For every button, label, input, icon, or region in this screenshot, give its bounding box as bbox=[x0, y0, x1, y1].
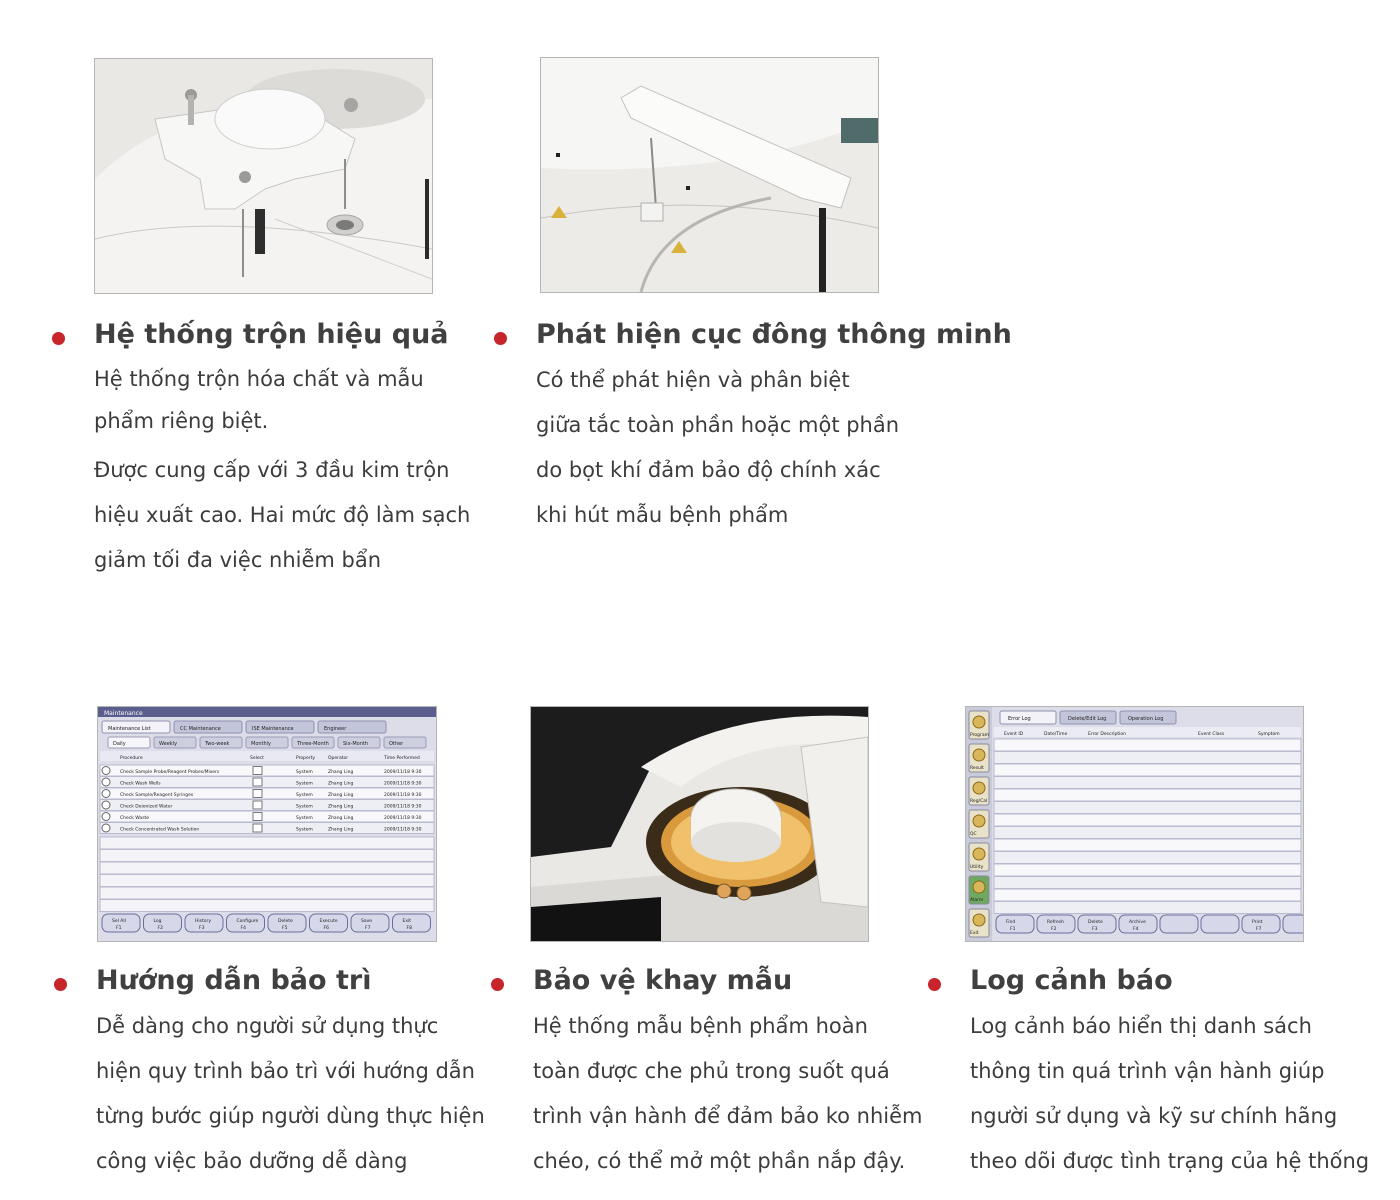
sidebar-label: Alarm bbox=[970, 898, 984, 903]
log-row bbox=[994, 777, 1301, 789]
maintenance-time: 2009/11/18 9:30 bbox=[384, 781, 422, 787]
feature-description bbox=[54, 1004, 485, 1184]
maintenance-procedure: Check Sample/Reagent Syringes bbox=[120, 793, 194, 798]
log-button-label: Archive bbox=[1129, 920, 1146, 925]
description-line: từng bước giúp người dùng thực hiện bbox=[96, 1104, 485, 1128]
maintenance-screen-illustration bbox=[98, 707, 436, 941]
log-column-header: Event Class bbox=[1198, 732, 1225, 737]
log-row bbox=[994, 789, 1301, 801]
maintenance-tab-label: CC Maintenance bbox=[180, 726, 221, 732]
sidebar-icon bbox=[973, 881, 985, 893]
description-line: công việc bảo dưỡng dễ dàng bbox=[96, 1149, 408, 1173]
info-icon bbox=[102, 778, 110, 786]
empty-row bbox=[100, 837, 434, 849]
maintenance-title: Maintenance bbox=[104, 710, 143, 717]
maintenance-time: 2009/11/18 9:30 bbox=[384, 793, 422, 798]
log-row bbox=[994, 902, 1301, 914]
maintenance-procedure: Check Deionized Water bbox=[120, 804, 173, 810]
description-line: Log cảnh báo hiển thị danh sách bbox=[970, 1014, 1312, 1038]
feature-title: Bảo vệ khay mẫu bbox=[533, 965, 793, 996]
alarm-log-illustration bbox=[966, 707, 1303, 941]
sidebar-icon bbox=[973, 848, 985, 860]
description-line: giữa tắc toàn phần hoặc một phần bbox=[536, 413, 900, 437]
description-line: thông tin quá trình vận hành giúp bbox=[970, 1059, 1325, 1083]
maintenance-subtab-label: Weekly bbox=[159, 741, 178, 747]
log-button-key: F4 bbox=[1133, 927, 1139, 932]
sidebar-icon bbox=[973, 782, 985, 794]
maintenance-operator: Zhang Ling bbox=[328, 827, 354, 833]
log-button-key: F3 bbox=[1092, 927, 1098, 932]
maintenance-button-label: Exit bbox=[402, 919, 412, 924]
select-checkbox bbox=[253, 778, 262, 786]
maintenance-subtab-label: Other bbox=[389, 741, 404, 747]
log-button-label: Print bbox=[1252, 920, 1263, 925]
maintenance-operator: Zhang Ling bbox=[328, 793, 354, 798]
maintenance-time: 2009/11/18 9:30 bbox=[384, 827, 422, 833]
description-line: người sử dụng và kỹ sư chính hãng bbox=[970, 1104, 1338, 1128]
bullet-icon bbox=[494, 332, 507, 345]
maintenance-operator: Zhang Ling bbox=[328, 770, 354, 775]
select-checkbox bbox=[253, 824, 262, 832]
empty-row bbox=[100, 875, 434, 887]
description-line: chéo, có thể mở một phần nắp đậy. bbox=[533, 1149, 906, 1173]
log-button-key: F1 bbox=[1010, 927, 1016, 932]
maintenance-operator: Zhang Ling bbox=[328, 781, 354, 787]
log-row bbox=[994, 864, 1301, 876]
maintenance-subtab-label: Daily bbox=[113, 741, 126, 747]
description-line: do bọt khí đảm bảo độ chính xác bbox=[536, 458, 881, 482]
maintenance-button-key: F6 bbox=[323, 926, 329, 931]
description-line: Có thể phát hiện và phân biệt bbox=[536, 368, 850, 392]
empty-row bbox=[100, 900, 434, 912]
feature-mixing bbox=[52, 318, 470, 583]
log-button-key: F7 bbox=[1256, 927, 1262, 932]
log-row bbox=[994, 889, 1301, 901]
description-line: hiệu xuất cao. Hai mức độ làm sạch bbox=[94, 503, 471, 527]
empty-row bbox=[100, 887, 434, 899]
log-button bbox=[1160, 915, 1198, 933]
log-row bbox=[994, 752, 1301, 764]
maintenance-property: System bbox=[296, 804, 313, 810]
maintenance-time: 2009/11/18 9:30 bbox=[384, 816, 422, 821]
maintenance-operator: Zhang Ling bbox=[328, 816, 354, 821]
feature-clot-detection bbox=[494, 318, 1012, 538]
maintenance-tab-label: Engineer bbox=[324, 726, 347, 732]
maintenance-subtab-label: Six-Month bbox=[343, 741, 368, 747]
maintenance-button-label: Configure bbox=[236, 919, 259, 924]
maintenance-button-label: Execute bbox=[319, 919, 338, 924]
bullet-icon bbox=[54, 978, 67, 991]
maintenance-column-header: Operator bbox=[328, 756, 349, 761]
select-checkbox bbox=[253, 767, 262, 775]
maintenance-button-key: F4 bbox=[240, 926, 246, 931]
maintenance-property: System bbox=[296, 816, 313, 821]
maintenance-property: System bbox=[296, 781, 313, 787]
sidebar-label: Program bbox=[970, 733, 989, 738]
maintenance-procedure: Check Sample Probe/Reagent Probes/Mixers bbox=[120, 770, 220, 775]
feature-title: Hướng dẫn bảo trì bbox=[96, 965, 372, 996]
empty-row bbox=[100, 862, 434, 874]
maintenance-screen-image bbox=[97, 706, 437, 942]
description-line: toàn được che phủ trong suốt quá bbox=[533, 1059, 890, 1083]
feature-description bbox=[52, 358, 470, 583]
log-row bbox=[994, 827, 1301, 839]
log-row bbox=[994, 814, 1301, 826]
log-tab-label: Operation Log bbox=[1128, 716, 1164, 722]
maintenance-operator: Zhang Ling bbox=[328, 804, 354, 810]
info-icon bbox=[102, 824, 110, 832]
sidebar-icon bbox=[973, 914, 985, 926]
log-column-header: Symptom bbox=[1258, 732, 1280, 737]
mixer-photo bbox=[94, 58, 433, 294]
maintenance-button-label: Log bbox=[153, 919, 162, 924]
sidebar-icon bbox=[973, 815, 985, 827]
log-row bbox=[994, 839, 1301, 851]
maintenance-column-header: Procedure bbox=[120, 756, 143, 761]
maintenance-button-key: F2 bbox=[157, 926, 163, 931]
feature-maintenance-guide bbox=[54, 964, 485, 1184]
log-row bbox=[994, 802, 1301, 814]
maintenance-button-key: F8 bbox=[406, 926, 412, 931]
info-icon bbox=[102, 790, 110, 798]
log-button-label: Refresh bbox=[1047, 920, 1064, 925]
log-button-key: F2 bbox=[1051, 927, 1057, 932]
sample-tray-illustration bbox=[531, 707, 868, 941]
maintenance-column-header: Select bbox=[250, 756, 264, 761]
maintenance-subtab-label: Three-Month bbox=[297, 741, 329, 747]
select-checkbox bbox=[253, 813, 262, 821]
maintenance-button-key: F3 bbox=[199, 926, 205, 931]
bullet-icon bbox=[928, 978, 941, 991]
maintenance-tab-label: ISE Maintenance bbox=[252, 726, 294, 732]
description-line: theo dõi được tình trạng của hệ thống bbox=[970, 1149, 1370, 1173]
log-button bbox=[1283, 915, 1303, 933]
sidebar-label: Utility bbox=[970, 865, 984, 870]
maintenance-button-label: History bbox=[195, 919, 212, 924]
info-icon bbox=[102, 801, 110, 809]
sidebar-label: Exit bbox=[970, 931, 979, 936]
feature-sample-tray-protection bbox=[491, 964, 923, 1184]
select-checkbox bbox=[253, 801, 262, 809]
maintenance-property: System bbox=[296, 827, 313, 833]
feature-description bbox=[494, 358, 1012, 538]
maintenance-subtab-label: Two-week bbox=[205, 741, 230, 747]
maintenance-tab-label: Maintenance List bbox=[108, 726, 151, 732]
alarm-log-screen-image bbox=[965, 706, 1304, 942]
empty-row bbox=[100, 850, 434, 862]
description-line: khi hút mẫu bệnh phẩm bbox=[536, 503, 789, 527]
description-line: hiện quy trình bảo trì với hướng dẫn bbox=[96, 1059, 475, 1083]
maintenance-button-label: Delete bbox=[278, 919, 293, 924]
feature-title: Phát hiện cục đông thông minh bbox=[536, 319, 1012, 350]
clot-detection-illustration bbox=[541, 58, 878, 292]
maintenance-time: 2009/11/18 9:30 bbox=[384, 770, 422, 775]
maintenance-button-key: F5 bbox=[282, 926, 288, 931]
feature-title: Log cảnh báo bbox=[970, 965, 1173, 996]
sidebar-label: Reg/Cal bbox=[970, 799, 988, 804]
log-button bbox=[1201, 915, 1239, 933]
log-column-header: Date/Time bbox=[1044, 732, 1068, 737]
feature-description bbox=[928, 1004, 1369, 1184]
select-checkbox bbox=[253, 790, 262, 798]
maintenance-column-header: Property bbox=[296, 756, 316, 761]
feature-description bbox=[491, 1004, 923, 1184]
sidebar-label: Result bbox=[970, 766, 984, 771]
mixer-illustration bbox=[95, 59, 432, 293]
description-line: Hệ thống mẫu bệnh phẩm hoàn bbox=[533, 1014, 868, 1038]
maintenance-property: System bbox=[296, 793, 313, 798]
log-row bbox=[994, 739, 1301, 751]
maintenance-procedure: Check Wash Wells bbox=[120, 781, 161, 787]
feature-title: Hệ thống trộn hiệu quả bbox=[94, 319, 449, 350]
sidebar-label: QC bbox=[970, 832, 977, 837]
sample-tray-photo bbox=[530, 706, 869, 942]
description-line: giảm tối đa việc nhiễm bẩn bbox=[94, 548, 382, 572]
sidebar-icon bbox=[973, 749, 985, 761]
log-column-header: Event ID bbox=[1004, 732, 1024, 737]
info-icon bbox=[102, 813, 110, 821]
description-line: phẩm riêng biệt. bbox=[94, 409, 269, 433]
maintenance-column-header: Time Performed bbox=[384, 756, 420, 761]
maintenance-button-label: Sel All bbox=[112, 919, 126, 924]
maintenance-button-key: F1 bbox=[116, 926, 122, 931]
description-line: Được cung cấp với 3 đầu kim trộn bbox=[94, 458, 450, 482]
maintenance-procedure: Check Concentrated Wash Solution bbox=[120, 827, 200, 833]
log-row bbox=[994, 764, 1301, 776]
maintenance-button-label: Save bbox=[361, 919, 373, 924]
bullet-icon bbox=[491, 978, 504, 991]
bullet-icon bbox=[52, 332, 65, 345]
log-row bbox=[994, 852, 1301, 864]
maintenance-button-key: F7 bbox=[365, 926, 371, 931]
log-button-label: Find bbox=[1006, 920, 1016, 925]
log-column-header: Error Description bbox=[1088, 732, 1127, 737]
description-line: Dễ dàng cho người sử dụng thực bbox=[96, 1014, 439, 1038]
feature-alarm-log bbox=[928, 964, 1369, 1184]
maintenance-time: 2009/11/18 9:30 bbox=[384, 804, 422, 810]
info-icon bbox=[102, 767, 110, 775]
maintenance-property: System bbox=[296, 770, 313, 775]
log-row bbox=[994, 877, 1301, 889]
clot-detection-photo bbox=[540, 57, 879, 293]
sidebar-icon bbox=[973, 716, 985, 728]
description-line: trình vận hành để đảm bảo ko nhiễm bbox=[533, 1104, 923, 1128]
log-button-label: Delete bbox=[1088, 920, 1103, 925]
log-tab-label: Error Log bbox=[1008, 716, 1031, 722]
description-line: Hệ thống trộn hóa chất và mẫu bbox=[94, 367, 424, 391]
log-tab-label: Delete/Edit Log bbox=[1068, 716, 1107, 722]
maintenance-subtab-label: Monthly bbox=[251, 741, 272, 747]
maintenance-procedure: Check Waste bbox=[120, 816, 150, 821]
